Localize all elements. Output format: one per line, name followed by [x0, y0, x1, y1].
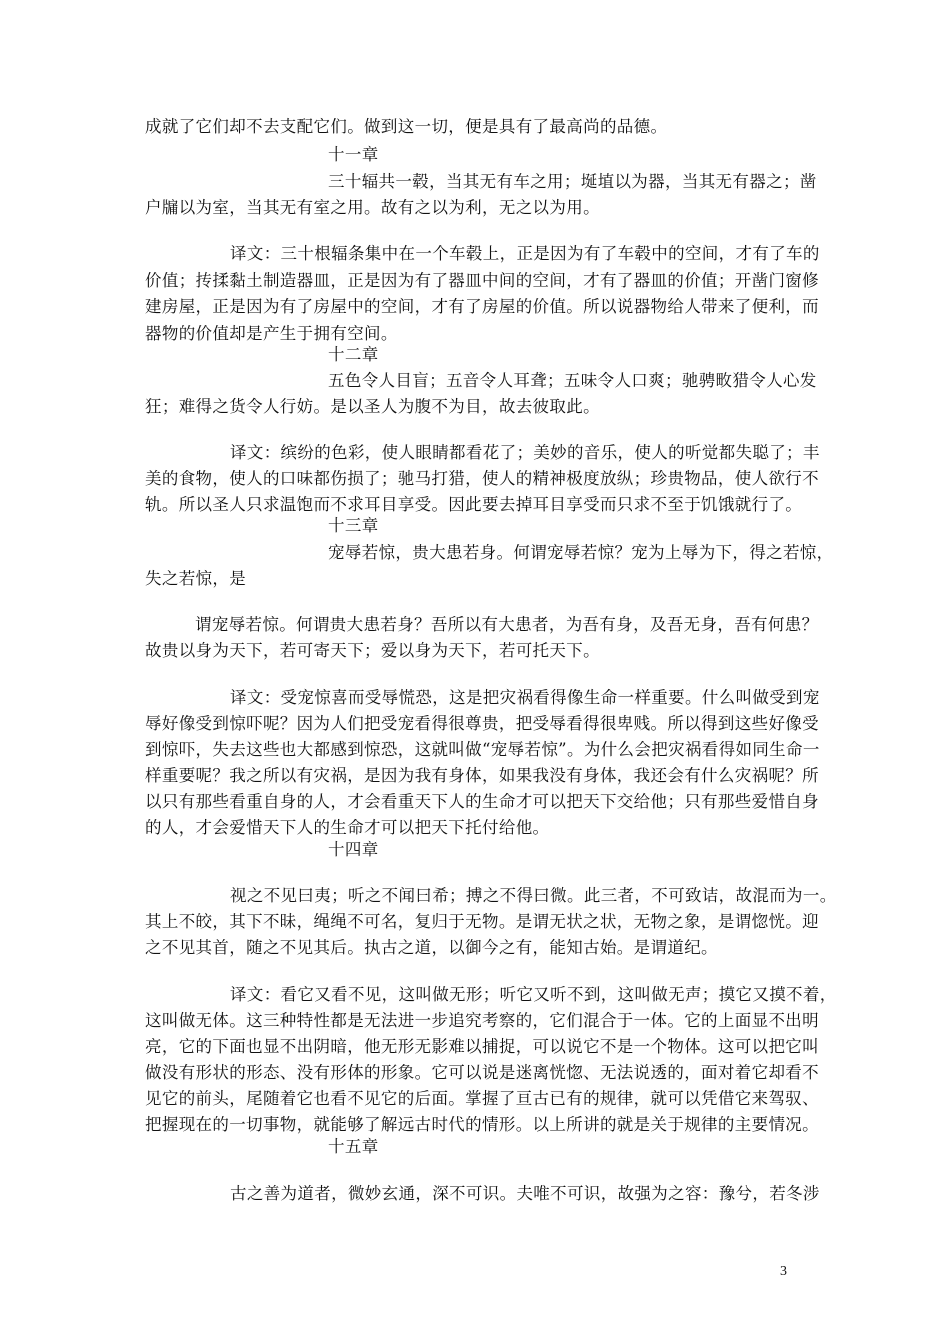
text-line: 到惊吓，失去这些也大都感到惊恐，这就叫做“宠辱若惊”。为什么会把灾祸看得如同生命一	[145, 740, 820, 759]
text-line: 狂；难得之货令人行妨。是以圣人为腹不为目，故去彼取此。	[145, 397, 600, 416]
text-line: 译文：看它又看不见，这叫做无形；听它又听不到，这叫做无声；摸它又摸不着，	[230, 985, 837, 1004]
chapter-heading: 十五章	[328, 1137, 379, 1156]
text-line: 见它的前头，尾随着它也看不见它的后面。掌握了亘古已有的规律，就可以凭借它来驾驭、	[145, 1089, 819, 1108]
text-line: 视之不见曰夷；听之不闻曰希；搏之不得曰微。此三者，不可致诘，故混而为一。	[230, 886, 837, 905]
text-line: 成就了它们却不去支配它们。做到这一切，便是具有了最高尚的品德。	[145, 117, 668, 136]
text-line: 以只有那些看重自身的人，才会看重天下人的生命才可以把天下交给他；只有那些爱惜自身	[145, 792, 819, 811]
text-line: 古之善为道者，微妙玄通，深不可识。夫唯不可识，故强为之容：豫兮，若冬涉	[230, 1184, 820, 1203]
text-line: 器物的价值却是产生于拥有空间。	[145, 324, 398, 343]
text-line: 的人，才会爱惜天下人的生命才可以把天下托付给他。	[145, 818, 550, 837]
text-line: 亮，它的下面也显不出阴暗，他无形无影难以捕捉，可以说它不是一个物体。这可以把它叫	[145, 1037, 819, 1056]
chapter-heading: 十四章	[328, 840, 379, 859]
text-line: 译文：受宠惊喜而受辱慌恐，这是把灾祸看得像生命一样重要。什么叫做受到宠	[230, 688, 820, 707]
text-line: 之不见其首，随之不见其后。执古之道，以御今之有，能知古始。是谓道纪。	[145, 938, 718, 957]
text-line: 译文：三十根辐条集中在一个车毂上，正是因为有了车毂中的空间，才有了车的	[230, 244, 820, 263]
page-number: 3	[780, 1264, 787, 1279]
text-line: 三十辐共一毂，当其无有车之用；埏埴以为器，当其无有器之；凿	[328, 172, 817, 191]
text-line: 失之若惊，是	[145, 569, 247, 588]
text-line: 五色令人目盲；五音令人耳聋；五味令人口爽；驰骋畋猎令人心发	[328, 371, 817, 390]
text-line: 轨。所以圣人只求温饱而不求耳目享受。因此要去掉耳目享受而只求不至于饥饿就行了。	[145, 495, 803, 514]
text-line: 故贵以身为天下，若可寄天下；爱以身为天下，若可托天下。	[145, 641, 600, 660]
text-line: 户牖以为室，当其无有室之用。故有之以为利，无之以为用。	[145, 198, 600, 217]
text-line: 把握现在的一切事物，就能够了解远古时代的情形。以上所讲的就是关于规律的主要情况。	[145, 1115, 819, 1134]
text-line: 样重要呢？我之所以有灾祸，是因为我有身体，如果我没有身体，我还会有什么灾祸呢？所	[145, 766, 819, 785]
text-line: 价值；抟揉黏土制造器皿，正是因为有了器皿中间的空间，才有了器皿的价值；开凿门窗修	[145, 271, 819, 290]
text-line: 译文：缤纷的色彩，使人眼睛都看花了；美妙的音乐，使人的听觉都失聪了；丰	[230, 443, 820, 462]
text-line: 做没有形状的形态、没有形体的形象。它可以说是迷离恍惚、无法说透的，面对着它却看不	[145, 1063, 819, 1082]
text-line: 辱好像受到惊吓呢？因为人们把受宠看得很尊贵，把受辱看得很卑贱。所以得到这些好像受	[145, 714, 819, 733]
chapter-heading: 十二章	[328, 345, 379, 364]
text-line: 美的食物，使人的口味都伤损了；驰马打猎，使人的精神极度放纵；珍贵物品，使人欲行不	[145, 469, 819, 488]
text-line: 谓宠辱若惊。何谓贵大患若身？吾所以有大患者，为吾有身，及吾无身，吾有何患？	[195, 615, 819, 634]
text-line: 其上不皎，其下不昧，绳绳不可名，复归于无物。是谓无状之状，无物之象，是谓惚恍。迎	[145, 912, 819, 931]
text-line: 这叫做无体。这三种特性都是无法进一步追究考察的，它们混合于一体。它的上面显不出明	[145, 1011, 819, 1030]
chapter-heading: 十一章	[328, 145, 379, 164]
text-line: 建房屋，正是因为有了房屋中的空间，才有了房屋的价值。所以说器物给人带来了便利，而	[145, 297, 819, 316]
chapter-heading: 十三章	[328, 516, 379, 535]
text-line: 宠辱若惊，贵大患若身。何谓宠辱若惊？宠为上辱为下，得之若惊，	[328, 543, 834, 562]
